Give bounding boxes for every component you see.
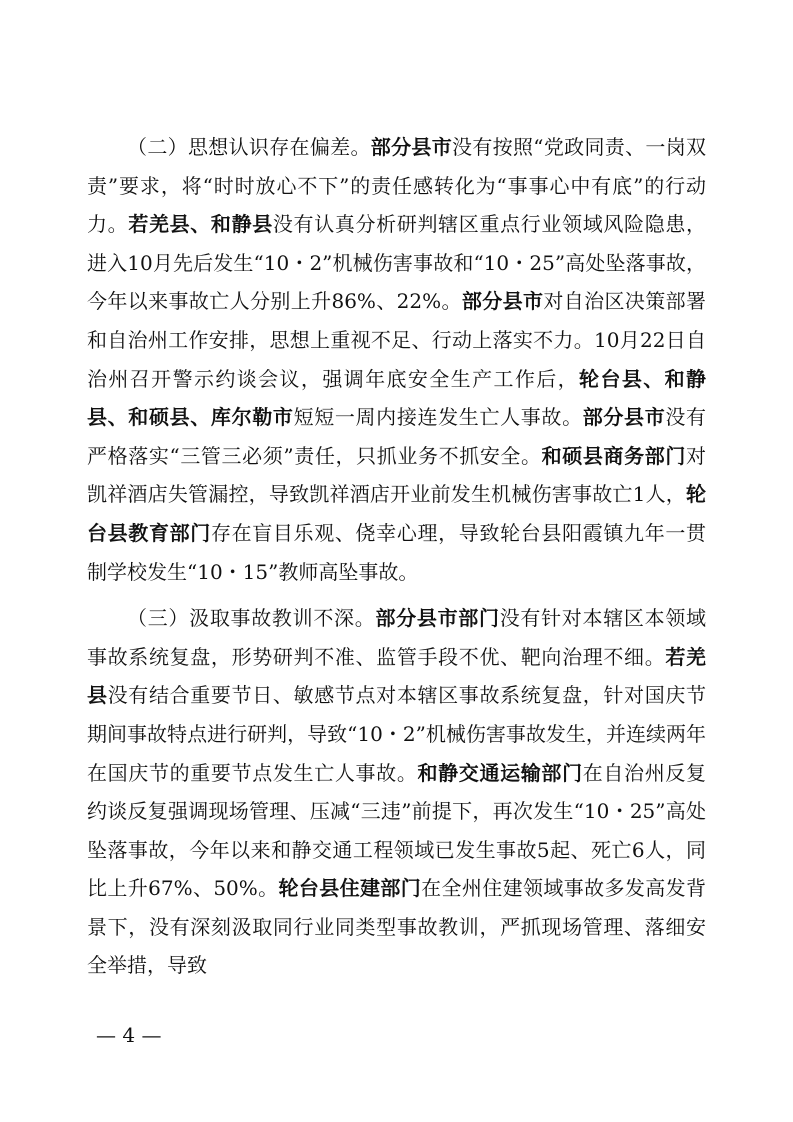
text-run: 对自治区决策部署和自治州工作安排，思想上重视不足、行动上落实不力。10月22日自治州召开警示约谈会议，强调年底安全生产工作后， xyxy=(87,289,707,391)
text-run: 对凯祥酒店失管漏控，导致凯祥酒店开业前发生机械伤害事故亡1人， xyxy=(87,443,706,507)
paragraph-section-3 xyxy=(87,599,706,985)
bold-run: 和静交通运输部门 xyxy=(417,760,583,785)
bold-run: 和硕县商务部门 xyxy=(541,443,686,468)
text-run: 没有认真分析研判辖区重点行业领域风险隐患，进入10月先后发生“10・2”机械伤害事故和“10・25”高处坠落事故，今年以来事故亡人分别上升86%、22%。 xyxy=(87,212,707,314)
text-run: 没有按照“党政同责、一岗双责”要求，将“时时放心不下”的责任感转化为“事事心中有底”的行动力。 xyxy=(87,135,707,237)
text-run: 没有针对本辖区本领域事故系统复盘，形势研判不准、监管手段不优、靶向治理不细。 xyxy=(87,606,707,669)
page-number: — 4 — xyxy=(96,1023,162,1047)
bold-run: 轮台县、和静县、和硕县、库尔勒市 xyxy=(87,366,707,430)
bold-run: 轮台县住建部门 xyxy=(278,876,422,901)
text-run: 存在盲目乐观、侥幸心理，导致轮台县阳霞镇九年一贯制学校发生“10・15”教师高坠事故。 xyxy=(87,520,707,584)
bold-run: 轮台县教育部门 xyxy=(87,482,706,545)
text-run: 没有结合重要节日、敏感节点对本辖区事故系统复盘，针对国庆节期间事故特点进行研判，导致“10・2”机械伤害事故发生，并连续两年在国庆节的重要节点发生亡人事故。 xyxy=(87,683,707,785)
bold-run: 部分县市 xyxy=(582,405,666,430)
bold-run: 部分县市 xyxy=(370,135,453,159)
text-run: 在自治州反复约谈反复强调现场管理、压减“三违”前提下，再次发生“10・25”高处坠落事故，今年以来和静交通工程领域已发生事故5起、死亡6人，同比上升67%、50%。 xyxy=(87,760,707,901)
document-body xyxy=(87,128,706,993)
section-3-heading: （三）汲取事故教训不深。 xyxy=(127,606,376,631)
bold-run: 若羌县 xyxy=(87,644,707,708)
text-run: 短短一周内接连发生亡人事故。 xyxy=(293,405,583,430)
text-run: 没有严格落实“三管三必须”责任，只抓业务不抓安全。 xyxy=(87,405,707,468)
paragraph-section-2 xyxy=(87,128,706,591)
text-run: 在全州住建领域事故多发高发背景下，没有深刻汲取同行业同类型事故教训，严抓现场管理、落细安全举措，导致 xyxy=(87,876,707,978)
section-2-heading: （二）思想认识存在偏差。 xyxy=(127,135,371,159)
bold-run: 部分县市部门 xyxy=(375,606,500,631)
bold-run: 部分县市 xyxy=(461,289,544,314)
bold-run: 若羌县、和静县 xyxy=(128,212,273,237)
